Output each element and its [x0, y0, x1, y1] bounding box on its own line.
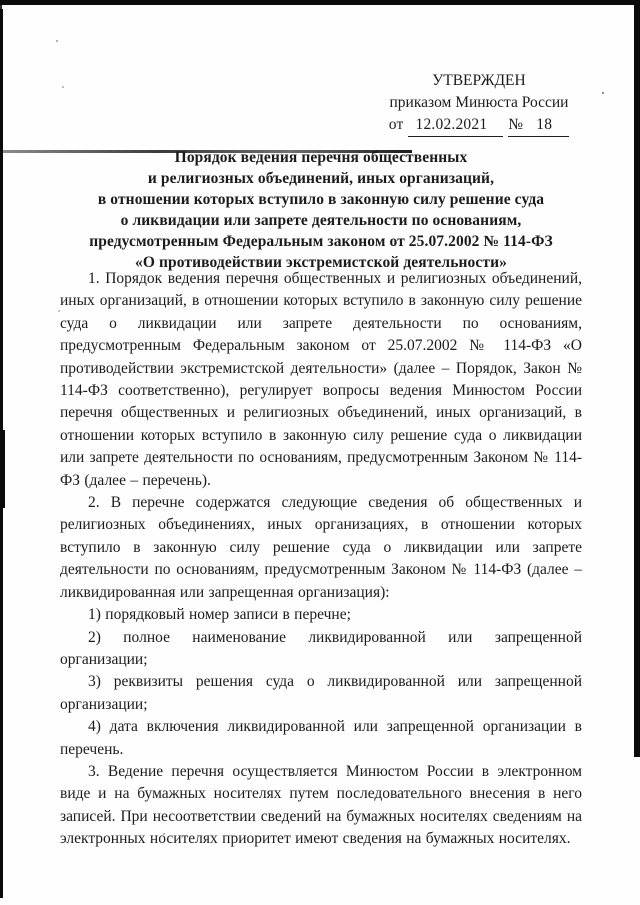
scan-border-left-thick: [0, 430, 5, 508]
approval-number: 18: [536, 116, 553, 133]
approval-stamp: [383, 70, 575, 137]
document-title-line: предусмотренным Федеральным законом от 25.07.2002 № 114-ФЗ: [89, 232, 553, 250]
document-paragraph: 3) реквизиты решения суда о ликвидированной или запрещенной организации;: [60, 673, 582, 713]
document-paragraph: 3. Ведение перечня осуществляется Минюстом России в электронном виде и на бумажных носителях путем последовательного внесения в него записей. При несоответствии сведений на бумажных носителях сведениям на электронных носителях приоритет имеют сведения на бумажных носителях.: [60, 762, 582, 848]
scan-speck: [62, 86, 64, 88]
document-title-line: «О противодействии экстремистской деятельности»: [135, 253, 507, 271]
document-paragraph: 4) дата включения ликвидированной или запрещенной организации в перечень.: [60, 718, 582, 758]
document-title: [60, 148, 582, 273]
approval-date-number-line: [383, 114, 575, 137]
approval-number-group: [508, 114, 569, 137]
approval-date: 12.02.2021: [408, 114, 504, 137]
scan-speck: [602, 92, 604, 94]
document-paragraph: 2. В перечне содержатся следующие сведения об общественных и религиозных объединениях, иных организациях, в отношении которых вступило в законную силу решение суда о ликвидации или запрете деятельности по основаниям, предусмотренным Законом № 114-ФЗ (далее – ликвидированная или запрещенная организация):: [60, 494, 582, 601]
document-title-line: о ликвидации или запрете деятельности по основаниям,: [120, 211, 522, 229]
scan-border-right: [634, 0, 640, 757]
document-paragraph: 1. Порядок ведения перечня общественных и религиозных объединений, иных организаций, в отношении которых вступило в законную силу решение суда о ликвидации или запрете деятельности по основаниям, предусмотренным Федеральным законом от 25.07.2002 № 114-ФЗ «О противодействии экстремистской деятельности» (далее – Порядок, Закон № 114-ФЗ соответственно), регулирует вопросы ведения Минюстом России перечня общественных и религиозных объединений, иных организаций, в отношении которых вступило в законную силу решение суда о ликвидации или запрете деятельности по основаниям, предусмотренным Законом № 114-ФЗ (далее – перечень).: [60, 270, 582, 489]
approval-number-sign: №: [508, 116, 524, 133]
document-title-line: в отношении которых вступило в законную силу решение суда: [97, 190, 545, 208]
scan-speck: [56, 40, 58, 42]
scan-border-top: [0, 0, 640, 5]
document-body: [60, 268, 582, 851]
document-paragraph: 1) порядковый номер записи в перечне;: [88, 606, 351, 624]
document-title-line: Порядок ведения перечня общественных: [174, 149, 468, 166]
approval-order-line: приказом Минюста России: [389, 94, 569, 111]
document-paragraph: 2) полное наименование ликвидированной или запрещенной организации;: [60, 628, 582, 668]
approval-date-prefix: от: [388, 116, 404, 133]
approval-approved-label: УТВЕРЖДЕН: [432, 72, 526, 89]
document-title-line: и религиозных объединений, иных организаций,: [147, 169, 495, 187]
